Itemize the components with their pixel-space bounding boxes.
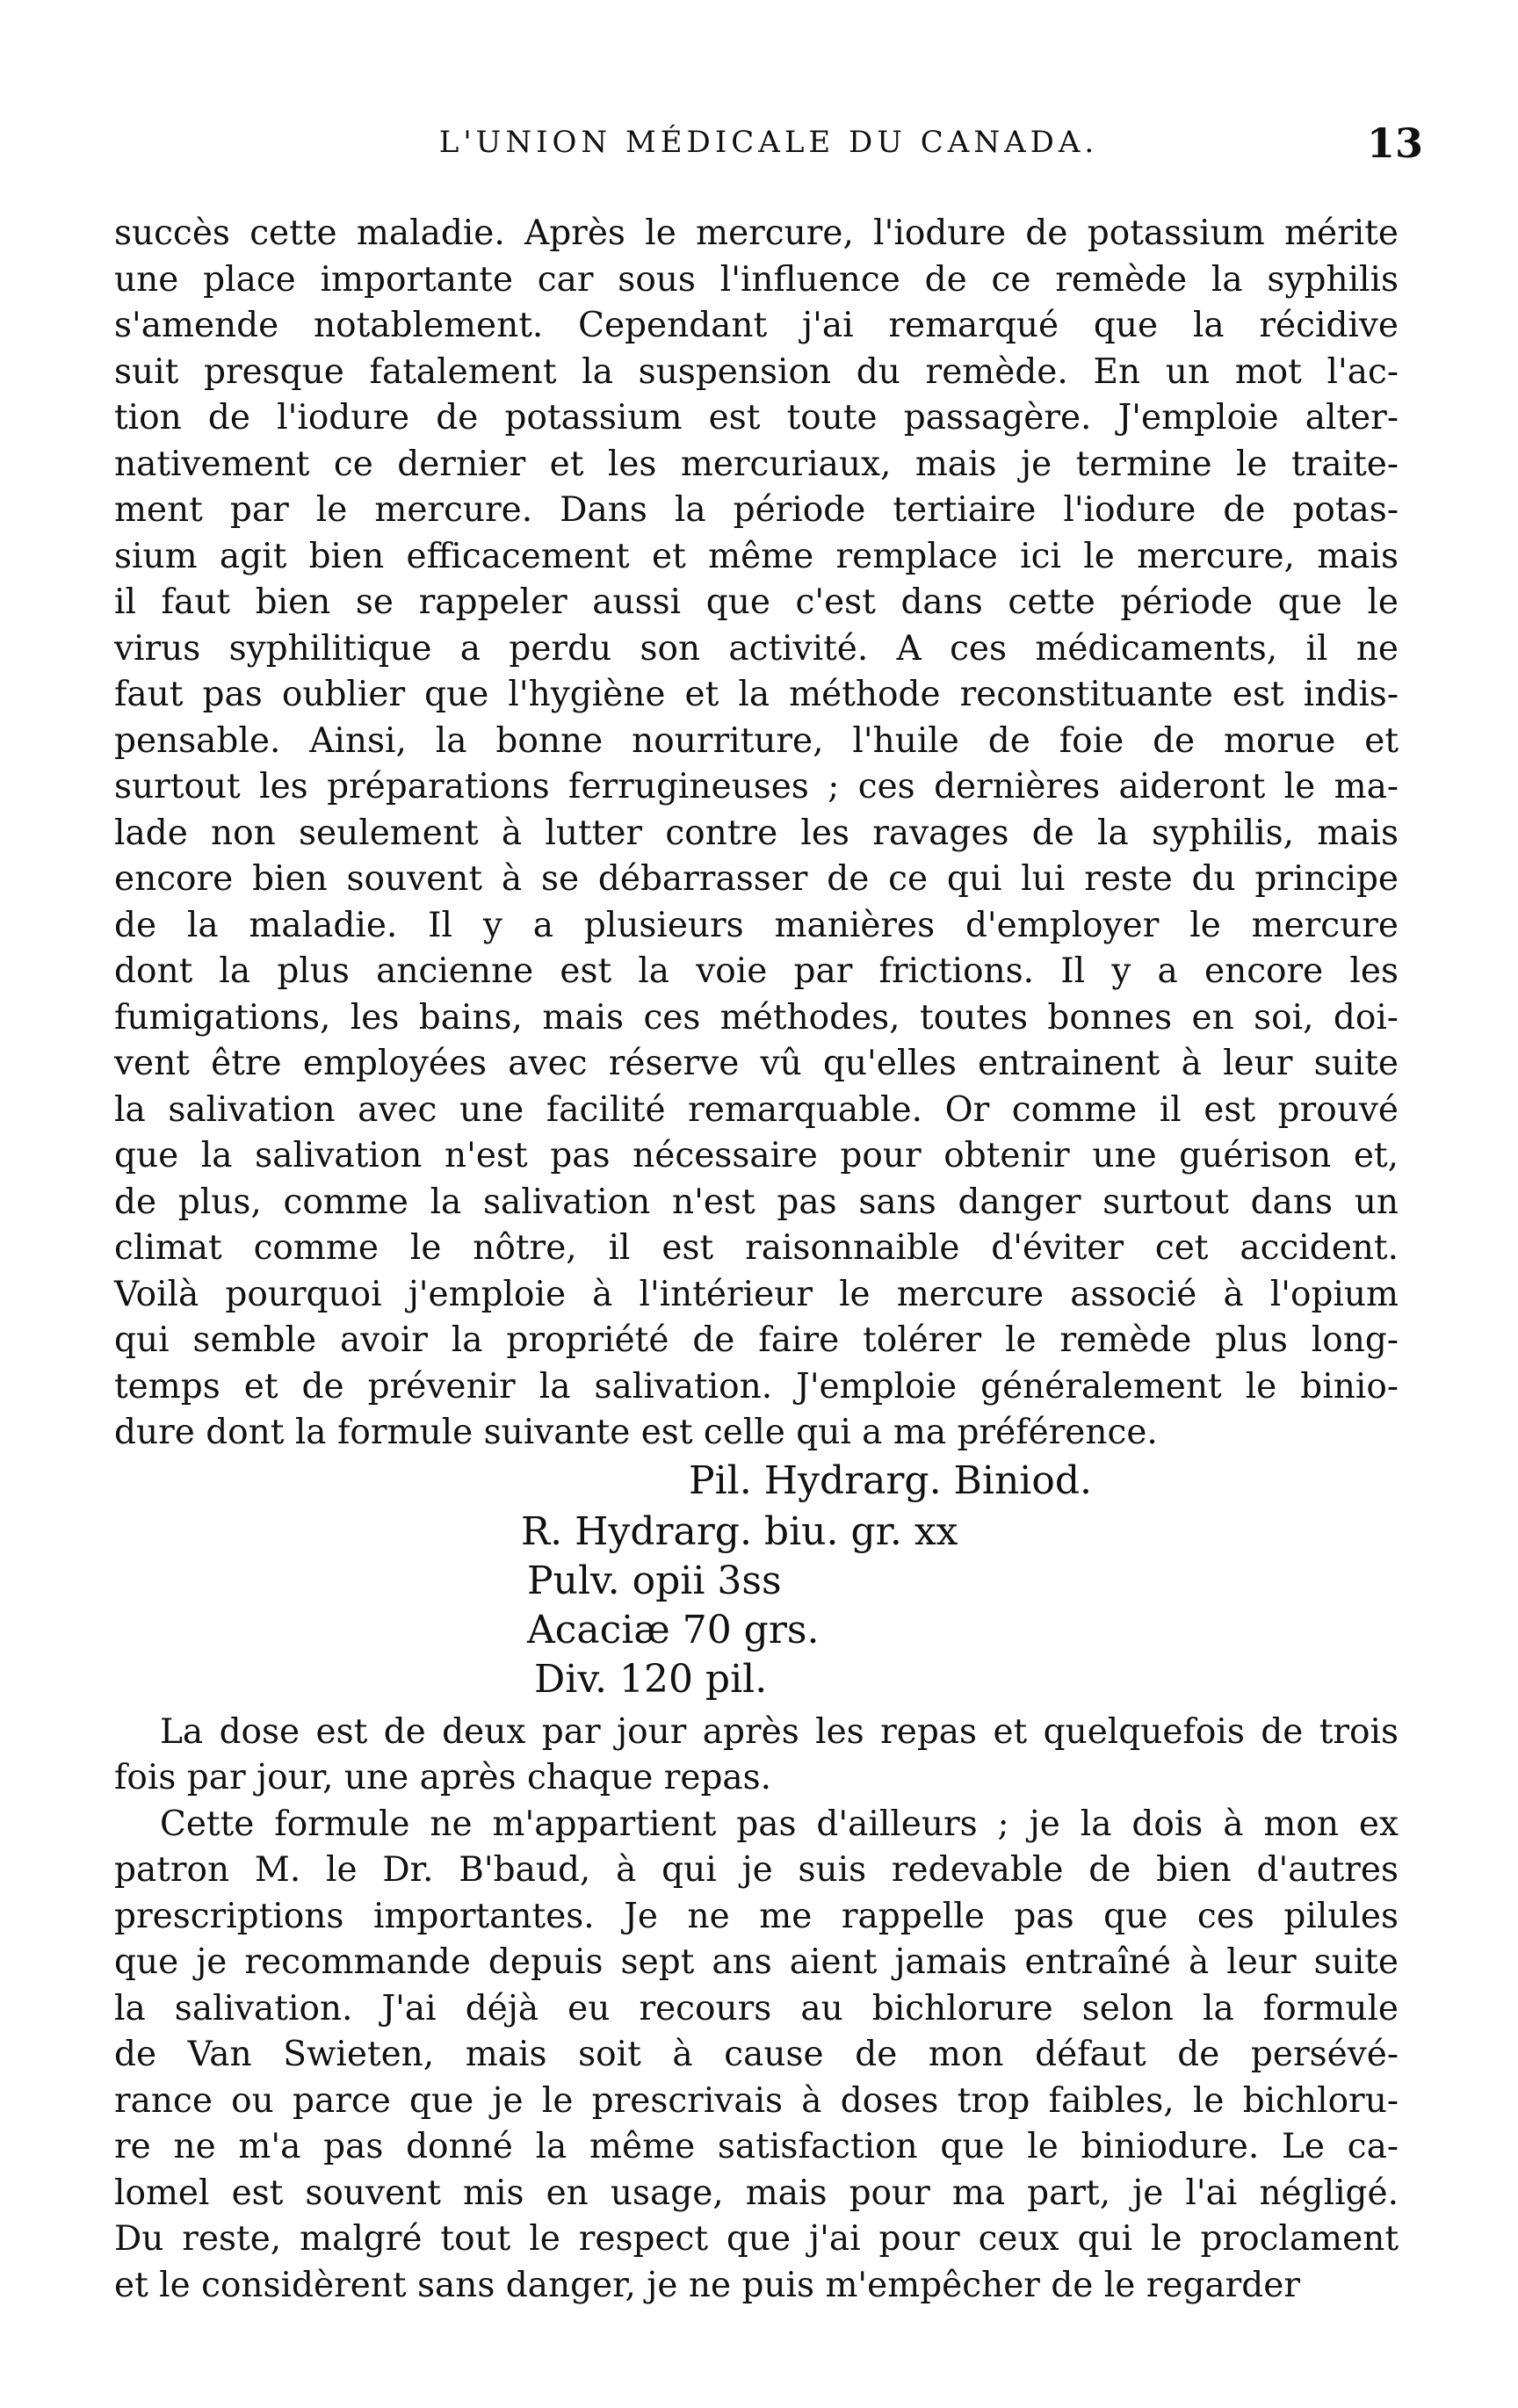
- text-line: Du reste, malgré tout le respect que j'ai pour ceux qui le proclament: [114, 2219, 1399, 2259]
- running-title: L'UNION MÉDICALE DU CANADA.: [438, 125, 1099, 160]
- prescription-line: Div. 120 pil.: [534, 1656, 768, 1702]
- text-line: dure dont la formule suivante est celle qui a ma préférence.: [114, 1413, 1158, 1452]
- text-line: re ne m'a pas donné la même satisfaction que le biniodure. Le ca-: [114, 2127, 1399, 2166]
- text-line: s'amende notablement. Cependant j'ai remarqué que la récidive: [114, 306, 1399, 345]
- text-line: lomel est souvent mis en usage, mais pour ma part, je l'ai négligé.: [114, 2173, 1399, 2213]
- text-line: virus syphilitique a perdu son activité. A ces médicaments, il ne: [114, 628, 1399, 669]
- text-line: nativement ce dernier et les mercuriaux, mais je termine le traite-: [114, 444, 1399, 484]
- page-number: 13: [1366, 119, 1423, 167]
- paragraph-3: [114, 1802, 1399, 2310]
- text-line: que je recommande depuis sept ans aient jamais entraîné à leur suite: [114, 1942, 1399, 1982]
- text-line: fumigations, les bains, mais ces méthodes, toutes bonnes en soi, doi-: [114, 997, 1399, 1038]
- text-line: de plus, comme la salivation n'est pas sans danger surtout dans un: [114, 1182, 1399, 1222]
- text-line: Cette formule ne m'appartient pas d'ailleurs ; je la dois à mon ex: [160, 1804, 1399, 1844]
- text-line: que la salivation n'est pas nécessaire pour obtenir une guérison et,: [114, 1136, 1399, 1175]
- text-line: climat comme le nôtre, il est raisonnaible d'éviter cet accident.: [114, 1228, 1399, 1268]
- text-line: lade non seulement à lutter contre les ravages de la syphilis, mais: [114, 813, 1399, 853]
- text-line: Voilà pourquoi j'emploie à l'intérieur le mercure associé à l'opium: [114, 1274, 1399, 1314]
- text-line: rance ou parce que je le prescrivais à doses trop faibles, le bichloru-: [114, 2080, 1399, 2121]
- text-line: patron M. le Dr. B'baud, à qui je suis redevable de bien d'autres: [114, 1850, 1399, 1890]
- text-line: tion de l'iodure de potassium est toute passagère. J'emploie alter-: [114, 398, 1399, 437]
- text-line: succès cette maladie. Après le mercure, l'iodure de potassium mérite: [114, 213, 1399, 253]
- text-line: une place importante car sous l'influence de ce remède la syphilis: [114, 259, 1399, 300]
- text-line: de Van Swieten, mais soit à cause de mon défaut de persévé-: [114, 2035, 1399, 2074]
- prescription-block: [114, 1457, 1399, 1706]
- prescription-line: R. Hydrarg. biu. gr. xx: [521, 1508, 958, 1554]
- text-line: prescriptions importantes. Je ne me rappelle pas que ces pilules: [114, 1896, 1399, 1936]
- text-line: et le considèrent sans danger, je ne puis m'empêcher de le regarder: [114, 2265, 1300, 2305]
- text-line: de la maladie. Il y a plusieurs manières d'employer le mercure: [114, 905, 1399, 945]
- text-line: pensable. Ainsi, la bonne nourriture, l'huile de foie de morue et: [114, 720, 1399, 761]
- text-line: ment par le mercure. Dans la période tertiaire l'iodure de potas-: [114, 490, 1399, 530]
- text-line: la salivation. J'ai déjà eu recours au bichlorure selon la formule: [114, 1988, 1399, 2028]
- text-line: surtout les préparations ferrugineuses ; ces dernières aideront le ma-: [114, 767, 1399, 806]
- prescription-line: Pulv. opii 3ss: [527, 1558, 782, 1603]
- text-line: la salivation avec une facilité remarquable. Or comme il est prouvé: [114, 1089, 1399, 1130]
- text-line: vent être employées avec réserve vû qu'elles entrainent à leur suite: [114, 1044, 1399, 1083]
- text-line: faut pas oublier que l'hygiène et la méthode reconstituante est indis-: [114, 675, 1399, 714]
- paragraph-2: [114, 1710, 1399, 1802]
- body-text: [114, 211, 1399, 2309]
- text-line: il faut bien se rappeler aussi que c'est dans cette période que le: [114, 582, 1399, 622]
- text-line: temps et de prévenir la salivation. J'emploie généralement le binio-: [114, 1366, 1399, 1406]
- text-line: encore bien souvent à se débarrasser de ce qui lui reste du principe: [114, 859, 1399, 899]
- text-line: sium agit bien efficacement et même remplace ici le mercure, mais: [114, 536, 1399, 576]
- prescription-title: Pil. Hydrarg. Biniod.: [689, 1457, 1093, 1503]
- text-line: dont la plus ancienne est la voie par frictions. Il y a encore les: [114, 951, 1399, 991]
- paragraph-1: [114, 211, 1399, 1457]
- text-line: La dose est de deux par jour après les repas et quelquefois de trois: [160, 1711, 1399, 1752]
- prescription-line: Acaciæ 70 grs.: [527, 1607, 820, 1652]
- page-header: [114, 119, 1423, 177]
- text-line: suit presque fatalement la suspension du remède. En un mot l'ac-: [114, 351, 1399, 392]
- text-line: qui semble avoir la propriété de faire tolérer le remède plus long-: [114, 1320, 1399, 1360]
- text-line: fois par jour, une après chaque repas.: [114, 1758, 772, 1797]
